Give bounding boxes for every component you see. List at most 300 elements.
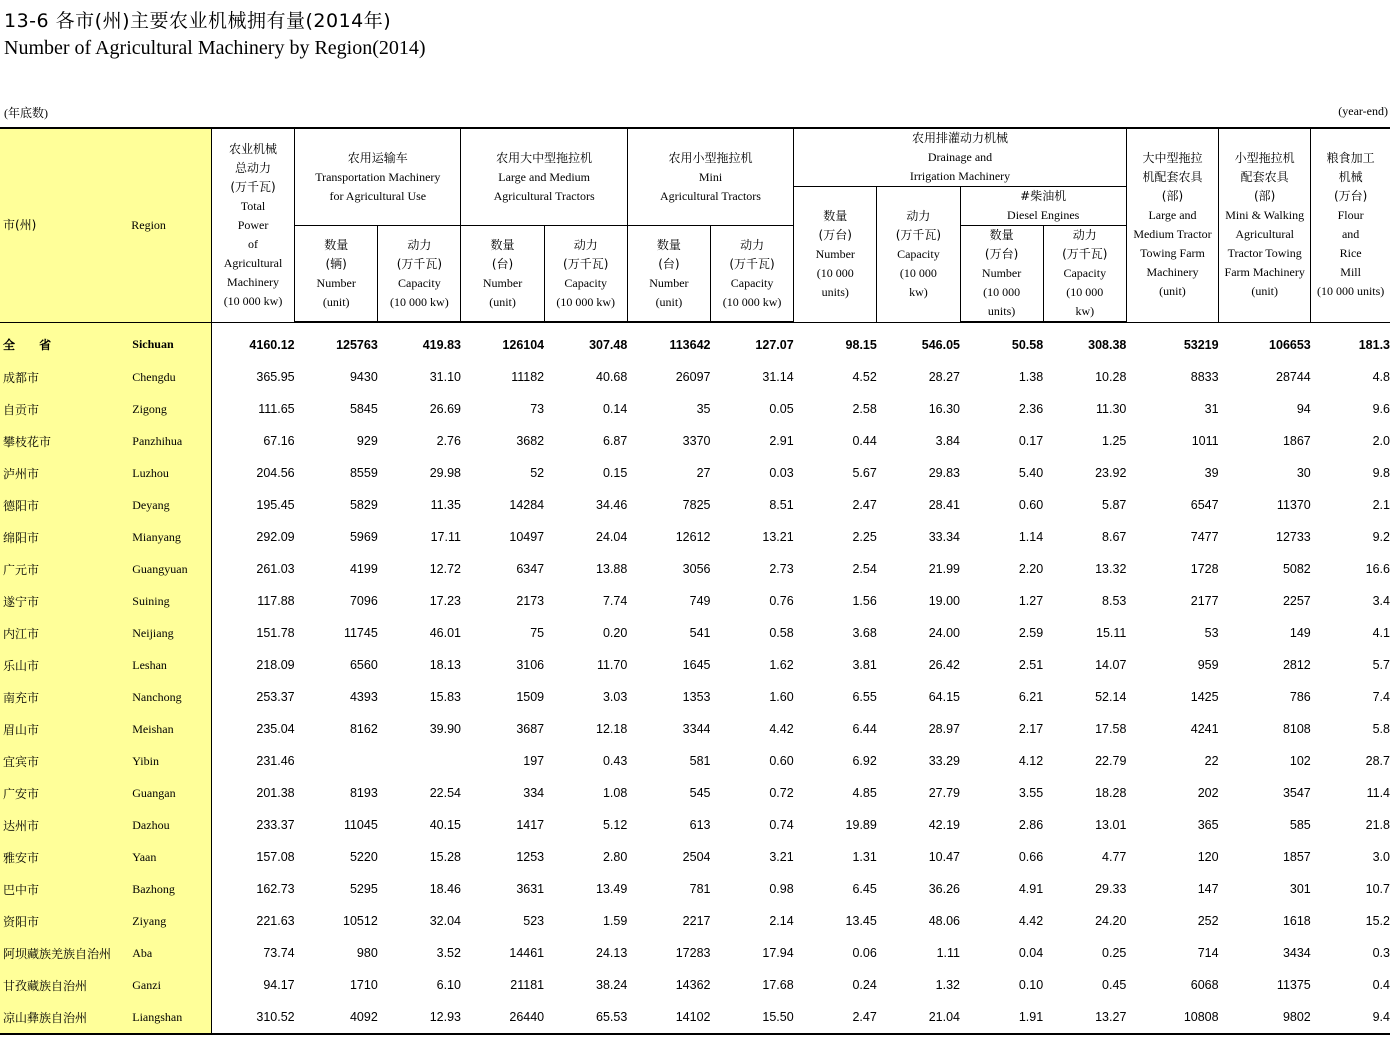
cell-diesel-number: 0.60 bbox=[1018, 498, 1044, 512]
cell-transport-capacity: 17.11 bbox=[430, 530, 461, 544]
cell-diesel-number: 0.66 bbox=[1018, 850, 1044, 864]
cell-drainage-number: 2.47 bbox=[794, 1001, 877, 1034]
cell-mini-tractor-number: 1645 bbox=[682, 658, 711, 672]
header-transport-group bbox=[295, 128, 461, 226]
cell-large-tractor-number: 26440 bbox=[461, 1001, 544, 1034]
cell-drainage-capacity: 24.00 bbox=[928, 626, 960, 640]
cell-mini-tractor-capacity: 0.74 bbox=[769, 818, 794, 832]
header-line: kw) bbox=[1075, 304, 1095, 318]
cell-transport-capacity: 40.15 bbox=[429, 818, 461, 832]
cell-total-power: 235.04 bbox=[256, 722, 295, 736]
cell-large-tractor-number: 2173 bbox=[516, 594, 545, 608]
cell-large-tractor-capacity: 2.80 bbox=[602, 850, 628, 864]
header-line: 小型拖拉机 bbox=[1234, 151, 1295, 166]
cell-diesel-capacity: 14.07 bbox=[1095, 658, 1127, 672]
cell-mini-implements: 3434 bbox=[1282, 946, 1311, 960]
cell-drainage-number: 1.56 bbox=[852, 594, 877, 608]
header-line: (万千瓦) bbox=[563, 256, 609, 271]
header-large-implements bbox=[1126, 128, 1218, 322]
header-line: (万台) bbox=[818, 227, 852, 242]
cell-total-power: 73.74 bbox=[263, 946, 295, 960]
note-year-end-en: (year-end) bbox=[1338, 104, 1388, 118]
cell-mini-tractor-capacity: 17.94 bbox=[762, 946, 794, 960]
header-line: (10 000 kw) bbox=[722, 294, 782, 309]
table-row bbox=[0, 713, 1390, 745]
cell-transport-number: 5220 bbox=[349, 850, 378, 864]
cell-mini-tractor-capacity: 31.14 bbox=[762, 370, 794, 384]
cell-mini-tractor-number: 17283 bbox=[675, 946, 711, 960]
cell-large-implements: 2177 bbox=[1190, 594, 1219, 608]
cell-diesel-capacity: 17.58 bbox=[1095, 722, 1127, 736]
cell-diesel-number: 1.38 bbox=[1018, 370, 1044, 384]
header-line: (10 000 kw) bbox=[223, 293, 283, 308]
cell-total-power: 233.37 bbox=[256, 818, 295, 832]
cell-large-tractor-number: 197 bbox=[523, 754, 545, 768]
header-line: Large and Medium bbox=[498, 169, 591, 184]
header-line: 农用大中型拖拉机 bbox=[496, 150, 593, 165]
cell-drainage-number: 6.45 bbox=[852, 882, 877, 896]
cell-drainage-capacity: 64.15 bbox=[928, 690, 960, 704]
cell-diesel-capacity: 52.14 bbox=[1095, 690, 1127, 704]
cell-drainage-capacity: 33.29 bbox=[928, 754, 960, 768]
header-line: 数量 bbox=[823, 208, 848, 223]
cell-transport-number: 7096 bbox=[349, 594, 378, 608]
cell-total-power: 111.65 bbox=[258, 402, 295, 416]
cell-total-power: 157.08 bbox=[256, 850, 295, 864]
table-row bbox=[0, 457, 1390, 489]
cell-total-power: 221.63 bbox=[256, 914, 295, 928]
cell-diesel-number: 0.04 bbox=[1018, 946, 1044, 960]
cell-mini-implements: 8108 bbox=[1282, 722, 1311, 736]
table-row bbox=[0, 777, 1390, 809]
header-line: #柴油机 bbox=[1020, 189, 1067, 203]
region-name-en: Panzhihua bbox=[128, 425, 211, 457]
cell-transport-capacity: 15.83 bbox=[429, 690, 461, 704]
cell-large-tractor-number: 3682 bbox=[516, 434, 545, 448]
region-name-en: Leshan bbox=[128, 649, 211, 681]
header-line: Machinery bbox=[227, 274, 280, 289]
header-line: Capacity bbox=[730, 275, 774, 290]
header-line: (万千瓦) bbox=[1062, 247, 1108, 261]
cell-drainage-number: 0.06 bbox=[852, 946, 877, 960]
cell-transport-number: 4393 bbox=[349, 690, 378, 704]
cell-large-tractor-capacity: 3.03 bbox=[602, 690, 628, 704]
header-line: 机械 bbox=[1338, 170, 1363, 185]
cell-large-tractor-capacity: 24.13 bbox=[596, 946, 628, 960]
cell-mini-implements: 3547 bbox=[1282, 786, 1311, 800]
cell-mini-implements: 1618 bbox=[1282, 914, 1311, 928]
table-row bbox=[0, 745, 1390, 777]
region-name-en: Chengdu bbox=[128, 361, 211, 393]
cell-total-power: 151.78 bbox=[256, 626, 295, 640]
cell-grain-processing: 5.7 bbox=[1372, 658, 1390, 672]
region-name-cn: 南充市 bbox=[0, 681, 128, 713]
cell-large-tractor-number: 10497 bbox=[509, 530, 545, 544]
cell-drainage-capacity: 28.27 bbox=[928, 370, 960, 384]
cell-grain-processing: 16.6 bbox=[1365, 562, 1390, 576]
cell-transport-capacity: 15.28 bbox=[429, 850, 461, 864]
cell-total-power: 117.88 bbox=[257, 594, 295, 608]
cell-mini-tractor-number: 1353 bbox=[682, 690, 711, 704]
cell-drainage-number: 0.24 bbox=[852, 978, 877, 992]
region-name-cn: 广元市 bbox=[0, 553, 128, 585]
cell-mini-tractor-number: 581 bbox=[689, 754, 711, 768]
cell-diesel-number: 0.10 bbox=[1018, 978, 1044, 992]
cell-large-tractor-number: 6347 bbox=[516, 562, 545, 576]
cell-drainage-capacity: 3.84 bbox=[935, 434, 960, 448]
header-line: 农用排灌动力机械 bbox=[912, 131, 1009, 145]
cell-total-power: 94.17 bbox=[263, 978, 295, 992]
cell-mini-implements: 2257 bbox=[1282, 594, 1311, 608]
header-mini-tractor-group bbox=[627, 128, 793, 226]
cell-transport-number: 929 bbox=[356, 434, 378, 448]
header-line: (unit) bbox=[489, 294, 516, 309]
cell-diesel-number: 2.59 bbox=[1018, 626, 1044, 640]
cell-diesel-number: 2.51 bbox=[1018, 658, 1044, 672]
cell-large-implements: 147 bbox=[1197, 882, 1219, 896]
cell-mini-tractor-number: 2217 bbox=[682, 914, 711, 928]
header-line: (unit) bbox=[1159, 284, 1186, 299]
cell-total-power: 261.03 bbox=[256, 562, 295, 576]
cell-drainage-number: 3.68 bbox=[852, 626, 877, 640]
cell-diesel-number: 2.20 bbox=[1018, 562, 1044, 576]
cell-mini-tractor-number: 12612 bbox=[675, 530, 711, 544]
header-line: Agricultural Tractors bbox=[659, 188, 761, 203]
header-line: Number bbox=[482, 275, 523, 290]
cell-transport-capacity: 29.98 bbox=[429, 466, 461, 480]
cell-large-tractor-number: 1417 bbox=[516, 818, 545, 832]
header-line: (unit) bbox=[1251, 284, 1278, 299]
table-row bbox=[0, 681, 1390, 713]
cell-mini-tractor-capacity: 0.60 bbox=[769, 754, 794, 768]
region-name-cn: 达州市 bbox=[0, 809, 128, 841]
cell-transport-number: 980 bbox=[356, 946, 378, 960]
cell-large-implements: 252 bbox=[1197, 914, 1219, 928]
cell-diesel-capacity: 15.11 bbox=[1096, 626, 1127, 640]
table-row bbox=[0, 521, 1390, 553]
cell-mini-tractor-capacity: 0.58 bbox=[769, 626, 794, 640]
header-drainage-capacity bbox=[877, 187, 960, 323]
cell-transport-number: 6560 bbox=[349, 658, 378, 672]
cell-diesel-number: 2.17 bbox=[1018, 722, 1044, 736]
header-line: 动力 bbox=[573, 237, 598, 252]
region-name-cn: 全 省 bbox=[0, 322, 128, 361]
cell-mini-tractor-number: 541 bbox=[689, 626, 711, 640]
cell-large-tractor-capacity: 40.68 bbox=[596, 370, 628, 384]
header-line: (万千瓦) bbox=[729, 256, 775, 271]
cell-diesel-capacity: 0.45 bbox=[1102, 978, 1127, 992]
cell-grain-processing: 0.4 bbox=[1372, 978, 1390, 992]
cell-diesel-capacity: 0.25 bbox=[1102, 946, 1127, 960]
header-line: Agricultural Tractors bbox=[493, 188, 595, 203]
region-name-en: Deyang bbox=[128, 489, 211, 521]
cell-large-tractor-number: 3631 bbox=[516, 882, 545, 896]
region-name-en: Aba bbox=[128, 937, 211, 969]
header-line: 动力 bbox=[906, 208, 931, 223]
cell-diesel-number: 1.91 bbox=[960, 1001, 1043, 1034]
cell-transport-number: 5295 bbox=[349, 882, 378, 896]
header-line: Capacity bbox=[564, 275, 608, 290]
region-name-cn: 内江市 bbox=[0, 617, 128, 649]
cell-large-tractor-number: 73 bbox=[530, 402, 545, 416]
region-name-en: Mianyang bbox=[128, 521, 211, 553]
header-line: of bbox=[248, 236, 259, 251]
cell-large-implements: 22 bbox=[1204, 754, 1219, 768]
cell-drainage-number: 13.45 bbox=[845, 914, 877, 928]
cell-transport-number: 8162 bbox=[349, 722, 378, 736]
cell-large-tractor-number: 1509 bbox=[516, 690, 545, 704]
cell-mini-tractor-capacity: 0.76 bbox=[769, 594, 794, 608]
table-row bbox=[0, 969, 1390, 1001]
cell-mini-implements: 12733 bbox=[1276, 530, 1311, 544]
region-name-en: Ganzi bbox=[128, 969, 211, 1001]
cell-transport-number: 10512 bbox=[343, 914, 378, 928]
cell-drainage-capacity: 42.19 bbox=[928, 818, 960, 832]
cell-grain-processing: 2.1 bbox=[1372, 498, 1390, 512]
header-diesel-number bbox=[960, 226, 1043, 323]
cell-large-implements: 120 bbox=[1197, 850, 1219, 864]
cell-total-power: 162.73 bbox=[256, 882, 295, 896]
table-row bbox=[0, 1001, 1390, 1034]
cell-mini-tractor-number: 3370 bbox=[682, 434, 711, 448]
cell-total-power: 195.45 bbox=[256, 498, 295, 512]
region-name-en: Guangan bbox=[128, 777, 211, 809]
cell-total-power: 204.56 bbox=[256, 466, 295, 480]
region-name-en: Ziyang bbox=[128, 905, 211, 937]
cell-mini-tractor-capacity: 4.42 bbox=[769, 722, 794, 736]
cell-diesel-number: 0.17 bbox=[1018, 434, 1044, 448]
cell-mini-implements: 102 bbox=[1289, 754, 1311, 768]
cell-large-tractor-number: 126104 bbox=[502, 338, 545, 352]
cell-grain-processing: 7.4 bbox=[1372, 690, 1390, 704]
header-line: (万台) bbox=[1333, 189, 1368, 204]
region-name-en: Zigong bbox=[128, 393, 211, 425]
header-line: Drainage and bbox=[927, 150, 993, 164]
header-line: 机配套农具 bbox=[1142, 170, 1203, 185]
cell-transport-number: 8559 bbox=[349, 466, 378, 480]
region-name-en: Guangyuan bbox=[128, 553, 211, 585]
header-line: 动力 bbox=[740, 237, 765, 252]
cell-mini-tractor-number: 35 bbox=[696, 402, 711, 416]
header-line: (台) bbox=[658, 256, 680, 271]
header-diesel-group bbox=[960, 187, 1126, 226]
cell-grain-processing: 4.1 bbox=[1372, 626, 1390, 640]
header-line: 数量 bbox=[490, 237, 515, 252]
header-line: for Agricultural Use bbox=[329, 188, 427, 203]
agricultural-machinery-table bbox=[0, 127, 1390, 1035]
region-name-cn: 泸州市 bbox=[0, 457, 128, 489]
cell-total-power: 253.37 bbox=[256, 690, 295, 704]
cell-grain-processing: 2.0 bbox=[1372, 434, 1390, 448]
cell-diesel-number: 5.40 bbox=[1018, 466, 1044, 480]
cell-transport-capacity: 18.13 bbox=[429, 658, 461, 672]
cell-large-implements: 8833 bbox=[1190, 370, 1219, 384]
header-mini-tractor-number bbox=[627, 226, 710, 323]
table-row bbox=[0, 361, 1390, 393]
header-line: (部) bbox=[1253, 189, 1276, 204]
cell-transport-number: 11045 bbox=[343, 818, 378, 832]
region-name-en: Yaan bbox=[128, 841, 211, 873]
cell-transport-capacity: 18.46 bbox=[429, 882, 461, 896]
region-name-cn: 甘孜藏族自治州 bbox=[0, 969, 128, 1001]
cell-large-implements: 1728 bbox=[1190, 562, 1219, 576]
cell-drainage-capacity: 48.06 bbox=[928, 914, 960, 928]
cell-diesel-capacity: 13.01 bbox=[1095, 818, 1127, 832]
cell-drainage-capacity: 1.11 bbox=[936, 946, 960, 960]
cell-large-implements: 31 bbox=[1204, 402, 1219, 416]
cell-drainage-capacity: 1.32 bbox=[935, 978, 960, 992]
cell-total-power: 201.38 bbox=[256, 786, 295, 800]
header-line: 动力 bbox=[407, 237, 432, 252]
region-name-en: Bazhong bbox=[128, 873, 211, 905]
header-line: (10 000 kw) bbox=[390, 294, 449, 309]
cell-drainage-capacity: 21.99 bbox=[928, 562, 960, 576]
header-line: (台) bbox=[491, 256, 514, 271]
header-grain-processing bbox=[1311, 128, 1390, 322]
region-name-en: Luzhou bbox=[128, 457, 211, 489]
region-name-cn: 阿坝藏族羌族自治州 bbox=[0, 937, 128, 969]
cell-transport-capacity: 12.93 bbox=[378, 1001, 461, 1034]
table-row bbox=[0, 905, 1390, 937]
region-name-en: Suining bbox=[128, 585, 211, 617]
cell-large-tractor-capacity: 0.15 bbox=[602, 466, 628, 480]
cell-mini-implements: 1867 bbox=[1282, 434, 1311, 448]
cell-large-implements: 959 bbox=[1197, 658, 1219, 672]
cell-mini-tractor-capacity: 3.21 bbox=[769, 850, 794, 864]
header-large-tractor-capacity bbox=[544, 226, 627, 323]
cell-mini-implements: 106653 bbox=[1269, 337, 1311, 352]
header-line: 粮食加工 bbox=[1326, 151, 1375, 166]
table-row bbox=[0, 937, 1390, 969]
table-row bbox=[0, 585, 1390, 617]
header-line: 数量 bbox=[324, 237, 349, 252]
cell-mini-implements: 94 bbox=[1296, 402, 1311, 416]
cell-mini-tractor-capacity: 127.07 bbox=[755, 338, 794, 352]
cell-drainage-number: 19.89 bbox=[845, 818, 877, 832]
cell-drainage-number: 1.31 bbox=[852, 850, 877, 864]
cell-mini-tractor-capacity: 0.03 bbox=[769, 466, 794, 480]
header-drainage-number bbox=[794, 187, 877, 323]
header-line: Farm Machinery bbox=[1224, 265, 1305, 280]
cell-large-tractor-capacity: 12.18 bbox=[596, 722, 628, 736]
cell-large-tractor-capacity: 1.08 bbox=[602, 786, 628, 800]
cell-total-power: 67.16 bbox=[263, 434, 295, 448]
table-row bbox=[0, 425, 1390, 457]
header-line: 动力 bbox=[1072, 228, 1097, 242]
cell-drainage-number: 2.47 bbox=[852, 498, 877, 512]
cell-mini-tractor-number: 27 bbox=[696, 466, 711, 480]
header-line: Large and bbox=[1148, 208, 1197, 223]
header-line: 大中型拖拉 bbox=[1142, 151, 1203, 166]
region-name-en: Yibin bbox=[128, 745, 211, 777]
cell-mini-tractor-number: 113642 bbox=[669, 338, 711, 352]
header-large-tractor-number bbox=[461, 226, 544, 323]
cell-large-implements: 1011 bbox=[1191, 434, 1219, 448]
header-line: Tractor Towing bbox=[1227, 246, 1302, 261]
region-name-en: Neijiang bbox=[128, 617, 211, 649]
header-line: Transportation Machinery bbox=[315, 169, 441, 184]
header-mini-implements bbox=[1219, 128, 1311, 322]
header-line: (部) bbox=[1161, 189, 1184, 204]
cell-diesel-number: 50.58 bbox=[1011, 338, 1044, 352]
cell-drainage-number: 98.15 bbox=[845, 337, 877, 352]
cell-mini-implements: 11375 bbox=[1276, 978, 1311, 992]
table-row bbox=[0, 489, 1390, 521]
cell-diesel-number: 2.36 bbox=[1018, 402, 1044, 416]
header-line: (辆) bbox=[325, 256, 347, 271]
region-name-cn: 广安市 bbox=[0, 777, 128, 809]
header-line: Number bbox=[981, 266, 1022, 280]
cell-large-tractor-capacity: 13.49 bbox=[596, 882, 628, 896]
cell-large-implements: 365 bbox=[1197, 818, 1219, 832]
cell-mini-tractor-number: 613 bbox=[689, 818, 711, 832]
region-name-cn: 乐山市 bbox=[0, 649, 128, 681]
header-line: (10 000 bbox=[899, 265, 937, 280]
cell-diesel-capacity: 13.27 bbox=[1043, 1001, 1126, 1034]
cell-diesel-number: 1.14 bbox=[1018, 530, 1044, 544]
cell-grain-processing: 181.3 bbox=[1358, 337, 1390, 352]
cell-diesel-capacity: 4.77 bbox=[1102, 850, 1127, 864]
header-line: (万千瓦) bbox=[230, 179, 276, 194]
header-line: Towing Farm bbox=[1140, 246, 1205, 261]
cell-large-tractor-number: 14461 bbox=[509, 946, 545, 960]
cell-grain-processing: 15.2 bbox=[1365, 914, 1390, 928]
cell-drainage-number: 2.54 bbox=[852, 562, 877, 576]
cell-diesel-capacity: 10.28 bbox=[1095, 370, 1127, 384]
header-transport-number bbox=[295, 226, 378, 323]
cell-drainage-number: 6.44 bbox=[852, 722, 877, 736]
table-row bbox=[0, 553, 1390, 585]
cell-drainage-number: 5.67 bbox=[852, 466, 877, 480]
header-line: (10 000 bbox=[816, 265, 854, 280]
cell-mini-tractor-capacity: 2.14 bbox=[769, 914, 794, 928]
cell-drainage-number: 6.92 bbox=[852, 754, 877, 768]
cell-grain-processing: 4.8 bbox=[1372, 370, 1390, 384]
cell-transport-capacity: 419.83 bbox=[422, 338, 461, 352]
header-line: 配套农具 bbox=[1240, 170, 1289, 185]
header-line: units) bbox=[987, 304, 1016, 318]
cell-transport-number: 4199 bbox=[349, 562, 378, 576]
cell-mini-implements: 30 bbox=[1296, 466, 1311, 480]
cell-diesel-capacity: 29.33 bbox=[1095, 882, 1127, 896]
cell-diesel-capacity: 1.25 bbox=[1102, 434, 1127, 448]
cell-mini-tractor-capacity: 8.51 bbox=[769, 498, 794, 512]
header-line: Flour bbox=[1337, 208, 1364, 223]
region-name-cn: 自贡市 bbox=[0, 393, 128, 425]
cell-diesel-capacity: 24.20 bbox=[1095, 914, 1127, 928]
cell-drainage-capacity: 10.47 bbox=[928, 850, 960, 864]
region-name-cn: 巴中市 bbox=[0, 873, 128, 905]
cell-large-tractor-number: 75 bbox=[530, 626, 545, 640]
cell-grain-processing: 21.8 bbox=[1365, 818, 1390, 832]
cell-large-tractor-capacity: 0.43 bbox=[602, 754, 628, 768]
cell-transport-capacity: 31.10 bbox=[429, 370, 461, 384]
header-line: and bbox=[1341, 227, 1360, 242]
header-line: Irrigation Machinery bbox=[909, 169, 1011, 183]
cell-large-tractor-number: 11182 bbox=[511, 370, 545, 384]
cell-drainage-capacity: 28.97 bbox=[928, 722, 960, 736]
header-large-tractor-group bbox=[461, 128, 627, 226]
cell-drainage-capacity: 546.05 bbox=[921, 337, 960, 352]
header-line: 数量 bbox=[656, 237, 681, 252]
cell-transport-number: 5845 bbox=[349, 402, 378, 416]
cell-transport-number: 11745 bbox=[343, 626, 378, 640]
cell-large-implements: 7477 bbox=[1190, 530, 1219, 544]
header-line: 数量 bbox=[989, 228, 1014, 242]
header-line: kw) bbox=[909, 284, 928, 299]
cell-diesel-capacity: 5.87 bbox=[1102, 498, 1127, 512]
cell-grain-processing: 9.4 bbox=[1311, 1001, 1390, 1034]
